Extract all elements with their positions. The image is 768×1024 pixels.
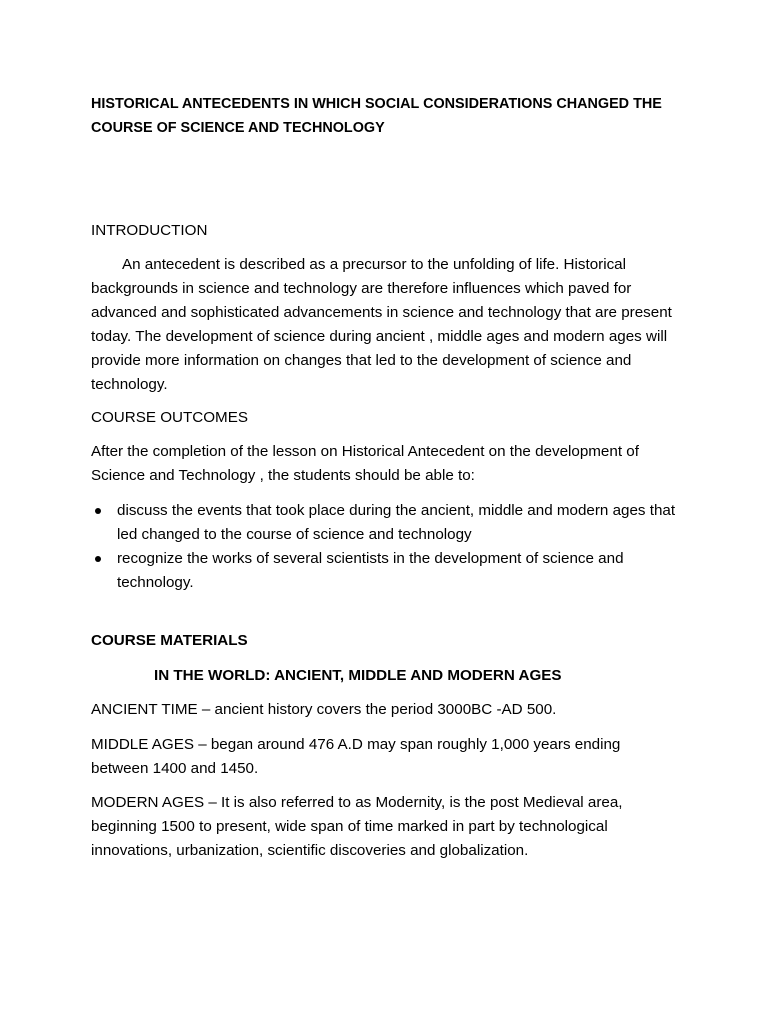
modern-ages-label: MODERN AGES <box>91 794 205 811</box>
ancient-time-paragraph <box>91 698 681 722</box>
modern-ages-text: – It is also referred to as Modernity, is the post Medieval area, beginning 1500 to present, wide span of time marked in part by technological innovations, urbanization, scientific discoveries and globalization. <box>91 794 623 859</box>
document-title: HISTORICAL ANTECEDENTS IN WHICH SOCIAL CONSIDERATIONS CHANGED THE COURSE OF SCIENCE AND TECHNOLOGY <box>91 96 662 136</box>
list-item <box>91 547 681 595</box>
middle-ages-paragraph <box>91 733 681 781</box>
introduction-heading: INTRODUCTION <box>91 222 208 239</box>
middle-ages-label: MIDDLE AGES <box>91 736 194 753</box>
outcome-text: recognize the works of several scientists in the development of science and technology. <box>117 550 624 591</box>
course-materials-heading: COURSE MATERIALS <box>91 632 248 649</box>
world-ages-heading: IN THE WORLD: ANCIENT, MIDDLE AND MODERN AGES <box>154 667 562 684</box>
ancient-time-text: – ancient history covers the period 3000BC -AD 500. <box>197 701 557 718</box>
outcome-text: discuss the events that took place during the ancient, middle and modern ages that led changed to the course of science and technology <box>117 502 676 543</box>
introduction-paragraph: An antecedent is described as a precursor to the unfolding of life. Historical backgrounds in science and technology are therefore influences which paved for advanced and sophisticated advancements in science and technology that are present today. The development of science during ancient , middle ages and modern ages will provide more information on changes that led to the development of science and technology. <box>91 256 672 393</box>
course-outcomes-intro: After the completion of the lesson on Historical Antecedent on the development of Science and Technology , the students should be able to: <box>91 443 639 484</box>
bullet-icon <box>95 556 101 562</box>
list-item <box>91 499 681 547</box>
ancient-time-label: ANCIENT TIME <box>91 701 198 718</box>
course-outcomes-list <box>91 499 681 595</box>
modern-ages-paragraph <box>91 791 681 863</box>
bullet-icon <box>95 508 101 514</box>
middle-ages-text: – began around 476 A.D may span roughly 1,000 years ending between 1400 and 1450. <box>91 736 621 777</box>
course-outcomes-heading: COURSE OUTCOMES <box>91 409 248 426</box>
